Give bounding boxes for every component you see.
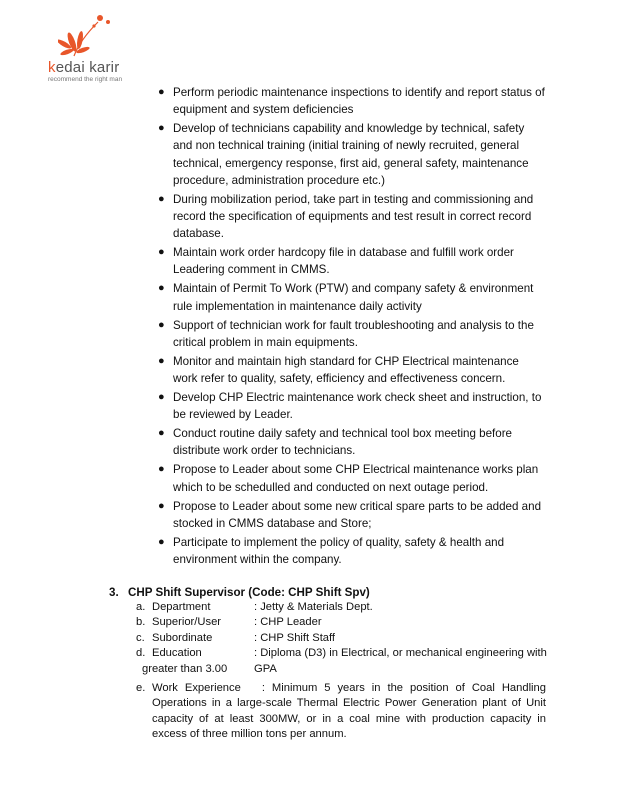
detail-label: Department <box>152 601 211 613</box>
detail-row-experience: e. Work Experience : Minimum 5 years in the position of Coal Handling Operations in a large-scale Thermal Electric Power Generation plant of Unit capacity of at least 300MW, or in a coal mine with production capacity in excess of three million tons per annum. <box>0 681 618 696</box>
bullet-icon: ● <box>158 192 165 205</box>
detail-value: : Minimum 5 years in the position of Coal Handling Operations in a large-scale Thermal Electric Power Generation plant of Unit capacity of at least 300MW, or in a coal mine with production capacity in excess of three million tons per annum. <box>152 681 546 741</box>
section-title: CHP Shift Supervisor (Code: CHP Shift Spv) <box>128 586 370 599</box>
detail-value: : CHP Shift Staff <box>254 631 336 644</box>
bullet-icon: ● <box>158 282 165 295</box>
bullet-icon: ● <box>158 391 165 404</box>
duties-section <box>0 84 618 570</box>
bullet-icon: ● <box>158 463 165 476</box>
detail-value: : CHP Leader <box>254 616 322 629</box>
list-item: ● Develop CHP Electric maintenance work check sheet and instruction, to be reviewed by Leader. <box>158 391 542 422</box>
list-item: ● Perform periodic maintenance inspections to identify and report status of equipment and system deficiencies <box>158 86 545 117</box>
detail-value: : Jetty & Materials Dept. <box>254 601 373 613</box>
duties-list <box>0 84 618 568</box>
detail-row-subordinate: c. Subordinate : CHP Shift Staff <box>0 631 618 646</box>
list-item: ● Develop of technicians capability and knowledge by technical, safety and non technical training (initial training of newly recruited, general technical, emergency response, first aid, general safety, maintenance procedure, administration procedure etc.) <box>158 122 529 187</box>
brand-tagline: recommend the right man <box>48 76 123 83</box>
detail-experience-block <box>142 681 546 743</box>
list-item: ● Propose to Leader about some CHP Electrical maintenance works plan which to be schedulled and conducted on next outage period. <box>158 463 539 494</box>
list-item: ● Participate to implement the policy of quality, safety & health and environment within the company. <box>158 535 505 567</box>
list-item: ● Support of technician work for fault troubleshooting and analysis to the critical problem in main equipments. <box>158 318 534 349</box>
bullet-icon: ● <box>158 122 165 135</box>
list-item: ● Conduct routine daily safety and technical tool box meeting before distribute work order to technicians. <box>158 427 513 458</box>
bullet-icon: ● <box>158 318 165 331</box>
brand-name: kedai karir <box>48 59 120 76</box>
list-item: ● Maintain work order hardcopy file in database and fulfill work order Leadering comment in CMMS. <box>158 246 514 277</box>
detail-value-continued: greater than 3.00 <box>142 662 228 675</box>
detail-label: Education <box>152 647 202 660</box>
detail-row-department: a. Department : Jetty & Materials Dept. <box>0 600 618 615</box>
list-item: ● Monitor and maintain high standard for CHP Electrical maintenance work refer to quality, safety, efficiency and effectiveness concern. <box>158 354 519 386</box>
bullet-icon: ● <box>158 354 165 367</box>
list-item: ● Maintain of Permit To Work (PTW) and company safety & environment rule implementation in maintenance daily activity <box>158 282 534 313</box>
detail-label: Work Experience <box>152 681 241 694</box>
section-heading <box>109 586 370 599</box>
detail-row-superior: b. Superior/User : CHP Leader <box>0 615 618 630</box>
bullet-icon: ● <box>158 499 165 512</box>
section-number: 3. <box>109 586 119 599</box>
bullet-icon: ● <box>158 246 165 259</box>
bullet-icon: ● <box>158 535 165 548</box>
position-details <box>0 600 618 741</box>
list-item: ● During mobilization period, take part in testing and commissioning and record the specification of equipments and test result in correct record database. <box>158 192 534 241</box>
detail-value: : Diploma (D3) in Electrical, or mechanical engineering with GPA <box>254 647 547 675</box>
bullet-icon: ● <box>158 427 165 440</box>
detail-label: Subordinate <box>152 631 213 644</box>
detail-row-education-cont <box>0 662 618 677</box>
detail-label: Superior/User <box>152 616 222 629</box>
flower-logo-icon <box>58 12 128 60</box>
company-logo <box>40 12 150 82</box>
list-item: ● Propose to Leader about some new critical spare parts to be added and stocked in CMMS database and Store; <box>158 499 542 530</box>
bullet-icon: ● <box>158 86 165 98</box>
detail-row-education: d. Education : Diploma (D3) in Electrical, or mechanical engineering with GPA <box>0 646 618 661</box>
